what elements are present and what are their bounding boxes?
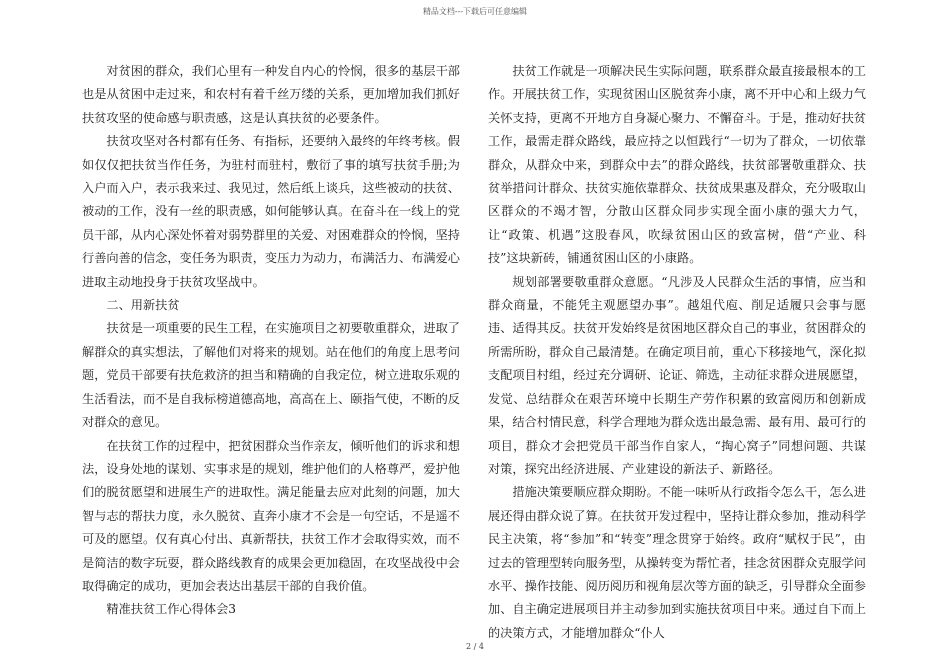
paragraph: 扶贫工作就是一项解决民生实际问题，联系群众最直接最根本的工作。开展扶贫工作，实现贫困山区脱贫奔小康，离不开中心和上级力气关怀支持，更离不开地方自身凝心聚力、不懈奋斗。于是，推动好扶贫工作，最需走群众路线，最应持之以恒践行“一切为了群众，一切依靠群众，从群众中来，到群众中去”的群众路线，扶贫部署敬重群众、扶贫举措问计群众、扶贫实施依靠群众、扶贫成果惠及群众，充分吸取山区群众的不竭才智，分散山区群众同步实现全面小康的强大力气，让“政策、机遇”这股春风，吹绿贫困山区的致富树，借“产业、科技”这块新砖，铺通贫困山区的小康路。 xyxy=(488,64,866,266)
right-column xyxy=(488,60,866,645)
paragraph: 规划部署要敬重群众意愿。“凡涉及人民群众生活的事情，应当和群众商量，不能凭主观愿望办事”。越俎代庖、削足适履只会事与愿违、适得其反。扶贫开发始终是贫困地区群众自己的事业，贫困群众的所需所盼，群众自己最清楚。在确定项目前，重心下移接地气，深化拟支配项目村组，经过充分调研、论证、筛选，主动征求群众进展愿望，发觉、总结群众在艰苦环境中长期生产劳作积累的致富阅历和创新成果，结合村情民意，科学合理地为群众选出最急需、最有用、最可行的项目，群众才会把党员干部当作自家人，“掏心窝子”同想问题、共谋对策，探究出经济进展、产业建设的新法子、新路径。 xyxy=(488,274,866,476)
paragraph: 措施决策要顺应群众期盼。不能一味听从行政指令怎么干，怎么进展还得由群众说了算。在扶贫开发过程中，坚持让群众参加，推动科学民主决策，将“参加”和“转变”理念贯穿于始终。政府“赋权于民”，由过去的管理型转向服务型，从操转变为帮忙者，挂念贫困群众克服学问水平、操作技能、阅历阅历和视角层次等方面的缺乏，引导群众全面参加、自主确定进展项目并主动参加到实施扶贫项目中来。通过自下而上的决策方式，才能增加群众“仆人 xyxy=(488,485,866,640)
page-number: 2 / 4 xyxy=(466,642,484,651)
paragraph: 对贫困的群众，我们心里有一种发自内心的怜悯，很多的基层干部也是从贫困中走过来，和农村有着千丝万缕的关系，更加增加我们抓好扶贫攻坚的使命感与职责感，这是认真扶贫的必要条件。 xyxy=(82,64,460,125)
section-heading: 二、用新扶贫 xyxy=(106,298,180,313)
page-header: 精品文档---下载后可任意编辑 xyxy=(422,7,528,16)
paragraph: 在扶贫工作的过程中，把贫困群众当作亲友，倾听他们的诉求和想法，设身处地的谋划、实事求是的规划，维护他们的人格尊严，爱护他们的脱贫愿望和进展生产的进取性。满足能量去应对此刻的问题，加大智与志的帮扶力度，永久脱贫、直奔小康才不会是一句空话，不是遥不可及的愿望。仅有真心付出、真新帮扶，扶贫工作才会取得实效，而不是简洁的数字玩耍，群众路线教育的成果会更加稳固，在攻坚战役中会取得确定的成功，更加会表达出基层干部的自我价值。 xyxy=(82,438,460,593)
left-column xyxy=(82,60,460,622)
paragraph: 扶贫攻坚对各村都有任务、有指标，还要纳入最终的年终考核。假如仅仅把扶贫当作任务，为驻村而驻村，敷衍了事的填写扶贫手册;为入户而入户，表示我来过、我见过，然后纸上谈兵，这些被动的扶贫、被动的工作，没有一丝的职责感，如何能够认真。在奋斗在一线上的党员干部，从内心深处怀着对弱势群里的关爱、对困难群众的怜悯，坚持行善向善的信念，变任务为职责，变压力为动力，布满活力、布满爱心进取主动地投身于扶贫攻坚战中。 xyxy=(82,134,460,289)
article-title: 精准扶贫工作心得体会3 xyxy=(106,602,237,617)
paragraph: 扶贫是一项重要的民生工程，在实施项目之初要敬重群众，进取了解群众的真实想法，了解他们对将来的规划。站在他们的角度上思考问题，党员干部要有扶危救济的担当和精确的自我定位，树立进取乐观的生活看法，而不是自我标榜道德高地，高高在上、颐指气使，不断的反对群众的意见。 xyxy=(82,321,460,430)
